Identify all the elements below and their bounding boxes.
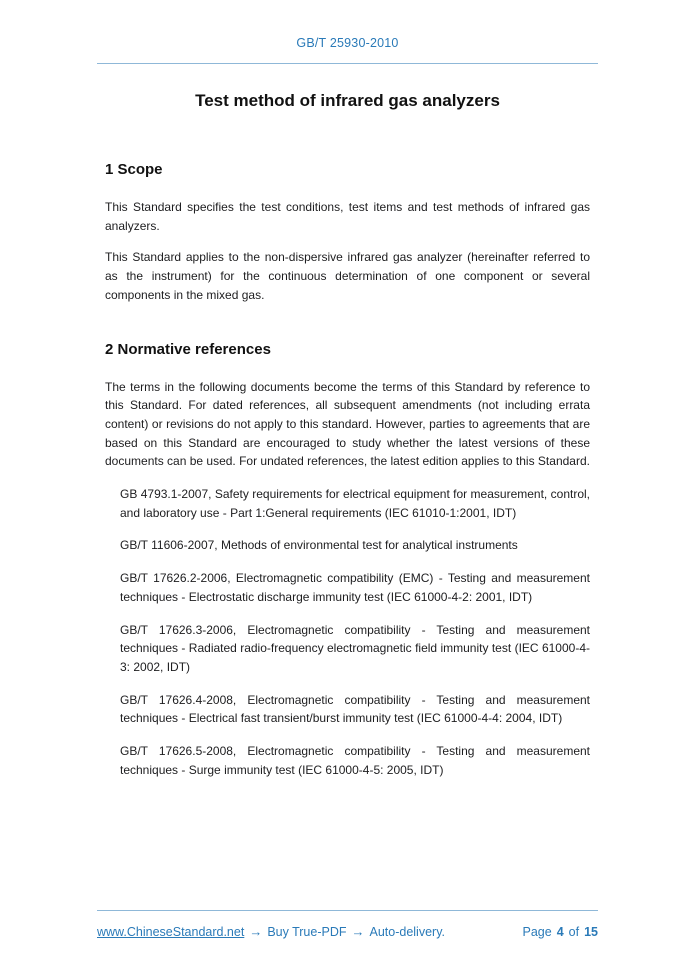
doc-number: GB/T 25930-2010 xyxy=(296,36,399,50)
reference-item: GB/T 17626.2-2006, Electromagnetic compatibility (EMC) - Testing and measurement techniques - Electrostatic discharge immunity test (IEC 61000-4-2: 2001, IDT) xyxy=(120,571,590,604)
page-indicator xyxy=(523,925,599,939)
page-footer xyxy=(97,910,598,939)
reference-item: GB/T 11606-2007, Methods of environmental test for analytical instruments xyxy=(120,538,518,553)
auto-delivery-label: Auto-delivery. xyxy=(369,925,445,939)
arrow-right-icon: → xyxy=(249,924,263,939)
website-link[interactable]: www.ChineseStandard.net xyxy=(97,925,245,939)
buy-true-pdf-label: Buy True-PDF xyxy=(267,925,347,939)
scope-paragraph: This Standard specifies the test conditions, test items and test methods of infrared gas analyzers. xyxy=(105,200,590,233)
footer-tagline xyxy=(97,924,445,939)
page-label: Page xyxy=(522,925,552,939)
current-page-number: 4 xyxy=(556,925,564,939)
reference-item: GB/T 17626.3-2006, Electromagnetic compatibility - Testing and measurement techniques - Radiated radio-frequency electromagnetic field immunity test (IEC 61000-4-3: 2002, IDT) xyxy=(120,622,590,674)
page-header xyxy=(105,36,590,64)
document-title: Test method of infrared gas analyzers xyxy=(195,91,500,110)
arrow-right-icon: → xyxy=(351,924,365,939)
of-label: of xyxy=(568,925,580,939)
section-heading-scope: 1 Scope xyxy=(105,161,163,178)
header-rule xyxy=(97,63,598,64)
normative-references-paragraph: The terms in the following documents become the terms of this Standard by reference to this Standard. For dated references, all subsequent amendments (not including errata content) or revisions do not apply to this standard. However, parties to agreements that are based on this Standard are encouraged to study whether the latest versions of these documents can be used. For undated references, the latest edition applies to this Standard. xyxy=(105,379,590,469)
total-page-number: 15 xyxy=(584,925,598,939)
section-heading-normative-references: 2 Normative references xyxy=(105,340,271,358)
reference-item: GB/T 17626.5-2008, Electromagnetic compatibility - Testing and measurement techniques - Surge immunity test (IEC 61000-4-5: 2005, IDT) xyxy=(120,744,590,777)
reference-item: GB 4793.1-2007, Safety requirements for electrical equipment for measurement, control, and laboratory use - Part 1:General requirements (IEC 61010-1:2001, IDT) xyxy=(120,487,590,520)
scope-paragraph: This Standard applies to the non-dispersive infrared gas analyzer (hereinafter referred to as the instrument) for the continuous determination of one component or several components in the mixed gas. xyxy=(105,250,590,302)
reference-item: GB/T 17626.4-2008, Electromagnetic compatibility - Testing and measurement techniques - Electrical fast transient/burst immunity test (IEC 61000-4-4: 2004, IDT) xyxy=(120,692,590,726)
